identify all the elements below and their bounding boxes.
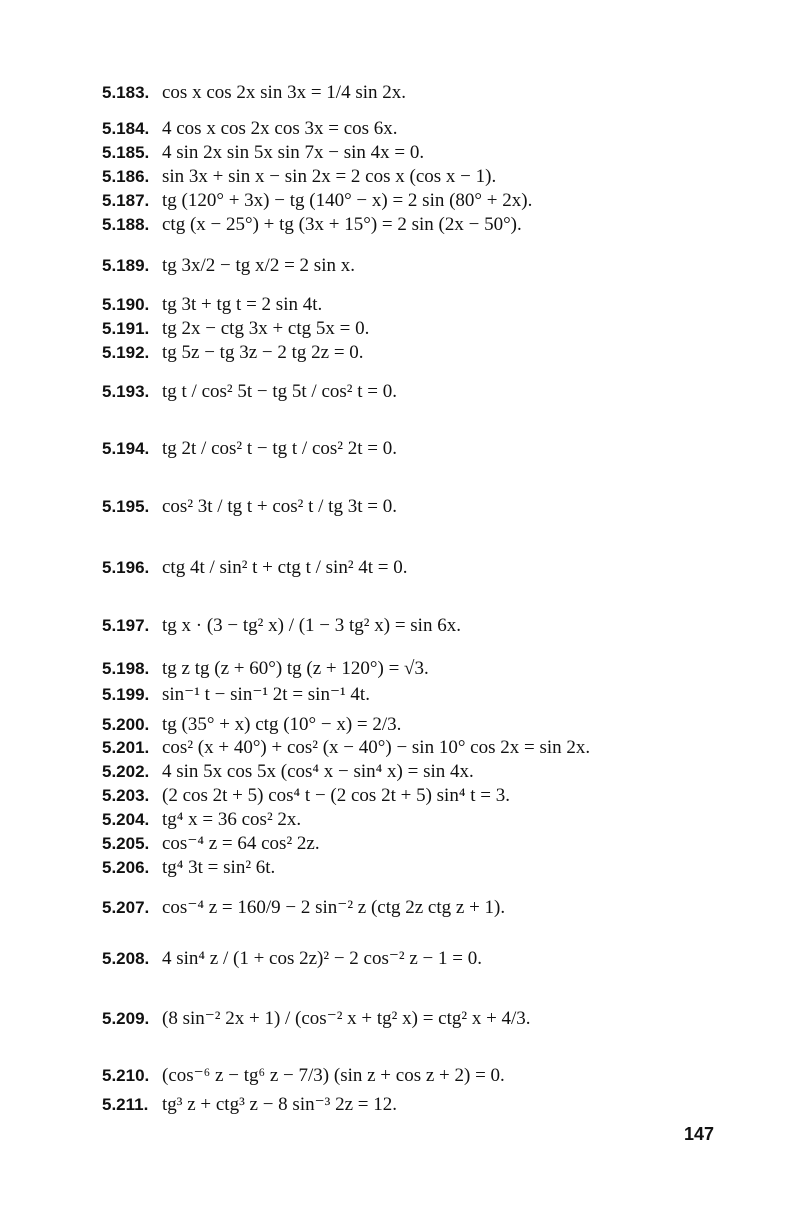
problem-equation: tg³ z + ctg³ z − 8 sin⁻³ 2z = 12. xyxy=(162,1094,397,1115)
problem-number: 5.191. xyxy=(102,319,150,338)
problem-number: 5.190. xyxy=(102,295,150,314)
problem-equation: sin⁻¹ t − sin⁻¹ 2t = sin⁻¹ 4t. xyxy=(162,684,370,705)
problem-equation: tg 2x − ctg 3x + ctg 5x = 0. xyxy=(162,318,370,339)
problem-equation: tg t / cos² 5t − tg 5t / cos² t = 0. xyxy=(162,381,397,402)
problem-number: 5.211. xyxy=(102,1095,149,1114)
problem-equation: 4 sin 5x cos 5x (cos⁴ x − sin⁴ x) = sin 4x. xyxy=(162,761,474,782)
problem-number: 5.209. xyxy=(102,1009,150,1028)
problem-number: 5.192. xyxy=(102,343,150,362)
problem-equation: sin 3x + sin x − sin 2x = 2 cos x (cos x − 1). xyxy=(162,166,497,187)
problem-number: 5.189. xyxy=(102,256,150,275)
problem-number: 5.210. xyxy=(102,1066,150,1085)
problem-equation: cos⁻⁴ z = 160/9 − 2 sin⁻² z (ctg 2z ctg z + 1). xyxy=(162,897,506,918)
problem-equation: tg 3x/2 − tg x/2 = 2 sin x. xyxy=(162,255,355,276)
problem-number: 5.201. xyxy=(102,738,150,757)
problem-number: 5.199. xyxy=(102,685,150,704)
problem-number: 5.206. xyxy=(102,858,150,877)
problem-number: 5.208. xyxy=(102,949,150,968)
problem-equation: cos² (x + 40°) + cos² (x − 40°) − sin 10° cos 2x = sin 2x. xyxy=(162,737,591,758)
problem-number: 5.203. xyxy=(102,786,150,805)
problem-equation: 4 cos x cos 2x cos 3x = cos 6x. xyxy=(162,118,398,139)
problem-number: 5.196. xyxy=(102,558,150,577)
problem-number: 5.205. xyxy=(102,834,150,853)
problem-number: 5.197. xyxy=(102,616,150,635)
problem-number: 5.183. xyxy=(102,83,150,102)
problem-number: 5.184. xyxy=(102,119,150,138)
problem-number: 5.186. xyxy=(102,167,150,186)
problem-equation: tg x · (3 − tg² x) / (1 − 3 tg² x) = sin 6x. xyxy=(162,615,461,636)
problem-number: 5.198. xyxy=(102,659,150,678)
problem-number: 5.200. xyxy=(102,715,150,734)
problem-number: 5.202. xyxy=(102,762,150,781)
problem-number: 5.188. xyxy=(102,215,150,234)
problem-equation: tg z tg (z + 60°) tg (z + 120°) = √3. xyxy=(162,658,429,679)
problem-number: 5.185. xyxy=(102,143,150,162)
problem-equation: tg (120° + 3x) − tg (140° − x) = 2 sin (80° + 2x). xyxy=(162,190,533,211)
problem-number: 5.207. xyxy=(102,898,150,917)
problem-equation: tg 5z − tg 3z − 2 tg 2z = 0. xyxy=(162,342,364,363)
problem-equation: cos⁻⁴ z = 64 cos² 2z. xyxy=(162,833,320,854)
problem-equation: (2 cos 2t + 5) cos⁴ t − (2 cos 2t + 5) sin⁴ t = 3. xyxy=(162,785,510,806)
problem-equation: ctg 4t / sin² t + ctg t / sin² 4t = 0. xyxy=(162,557,408,578)
problem-equation: 4 sin⁴ z / (1 + cos 2z)² − 2 cos⁻² z − 1 = 0. xyxy=(162,948,482,969)
problem-equation: tg⁴ 3t = sin² 6t. xyxy=(162,857,276,878)
problem-number: 5.204. xyxy=(102,810,150,829)
problem-equation: tg (35° + x) ctg (10° − x) = 2/3. xyxy=(162,714,402,735)
problem-equation: cos x cos 2x sin 3x = 1/4 sin 2x. xyxy=(162,82,406,103)
problem-equation: (cos⁻⁶ z − tg⁶ z − 7/3) (sin z + cos z + 2) = 0. xyxy=(162,1065,505,1086)
page-number: 147 xyxy=(683,1124,714,1144)
problem-equation: ctg (x − 25°) + tg (3x + 15°) = 2 sin (2x − 50°). xyxy=(162,214,522,235)
problem-equation: tg⁴ x = 36 cos² 2x. xyxy=(162,809,302,830)
problem-number: 5.193. xyxy=(102,382,150,401)
problem-number: 5.195. xyxy=(102,497,150,516)
problem-equation: tg 2t / cos² t − tg t / cos² 2t = 0. xyxy=(162,438,397,459)
problem-equation: cos² 3t / tg t + cos² t / tg 3t = 0. xyxy=(162,496,397,517)
problem-equation: (8 sin⁻² 2x + 1) / (cos⁻² x + tg² x) = ctg² x + 4/3. xyxy=(162,1008,531,1029)
problem-equation: 4 sin 2x sin 5x sin 7x − sin 4x = 0. xyxy=(162,142,425,163)
problem-number: 5.194. xyxy=(102,439,150,458)
problem-number: 5.187. xyxy=(102,191,150,210)
problem-equation: tg 3t + tg t = 2 sin 4t. xyxy=(162,294,323,315)
